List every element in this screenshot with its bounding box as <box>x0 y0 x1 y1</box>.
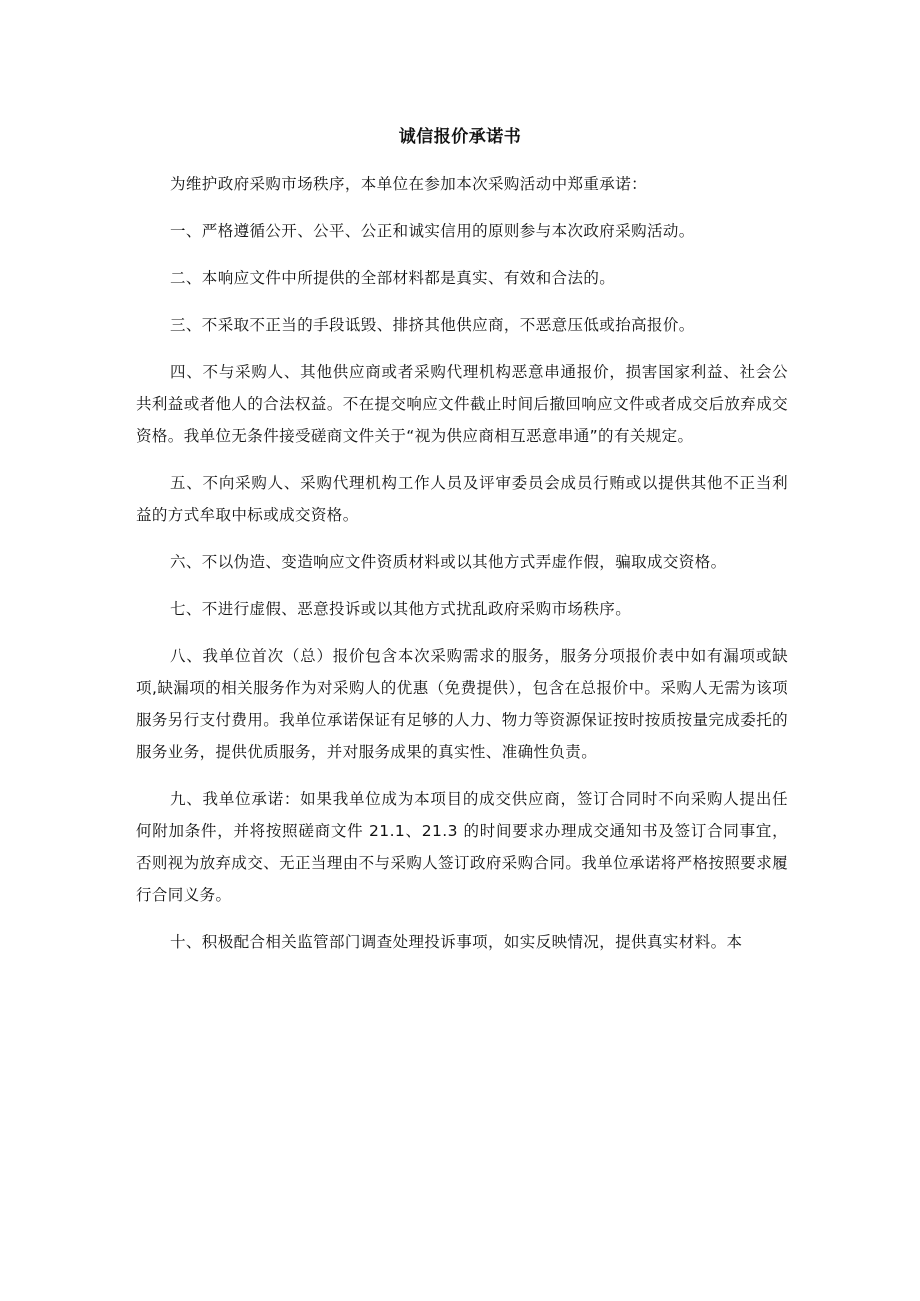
document-body <box>136 168 788 973</box>
clause-4-paragraph: 四、不与采购人、其他供应商或者采购代理机构恶意串通报价，损害国家利益、社会公共利益或者他人的合法权益。不在提交响应文件截止时间后撤回响应文件或者成交后放弃成交资格。我单位无条件接受磋商文件关于“视为供应商相互恶意串通”的有关规定。 <box>136 363 788 445</box>
document-title: 诚信报价承诺书 <box>398 127 522 147</box>
clause-3-paragraph: 三、不采取不正当的手段诋毁、排挤其他供应商，不恶意压低或抬高报价。 <box>170 316 695 334</box>
clause-9-paragraph: 九、我单位承诺：如果我单位成为本项目的成交供应商，签订合同时不向采购人提出任何附加条件，并将按照磋商文件 21.1、21.3 的时间要求办理成交通知书及签订合同事宜，否则视为放弃成交、无正当理由不与采购人签订政府采购合同。我单位承诺将严格按照要求履行合同义务。 <box>136 790 788 904</box>
clause-7-paragraph: 七、不进行虚假、恶意投诉或以其他方式扰乱政府采购市场秩序。 <box>170 600 632 618</box>
clause-8-paragraph: 八、我单位首次（总）报价包含本次采购需求的服务，服务分项报价表中如有漏项或缺项,缺漏项的相关服务作为对采购人的优惠（免费提供），包含在总报价中。采购人无需为该项服务另行支付费用。我单位承诺保证有足够的人力、物力等资源保证按时按质按量完成委托的服务业务，提供优质服务，并对服务成果的真实性、准确性负责。 <box>136 647 788 761</box>
clause-1-paragraph: 一、严格遵循公开、公平、公正和诚实信用的原则参与本次政府采购活动。 <box>170 222 695 240</box>
clause-2-paragraph: 二、本响应文件中所提供的全部材料都是真实、有效和合法的。 <box>170 269 616 287</box>
clause-6-paragraph: 六、不以伪造、变造响应文件资质材料或以其他方式弄虚作假，骗取成交资格。 <box>170 553 727 571</box>
clause-10-paragraph: 十、积极配合相关监管部门调查处理投诉事项，如实反映情况，提供真实材料。本 <box>170 933 743 951</box>
intro-paragraph: 为维护政府采购市场秩序，本单位在参加本次采购活动中郑重承诺： <box>170 175 648 193</box>
clause-5-paragraph: 五、不向采购人、采购代理机构工作人员及评审委员会成员行贿或以提供其他不正当利益的方式牟取中标或成交资格。 <box>136 474 788 524</box>
